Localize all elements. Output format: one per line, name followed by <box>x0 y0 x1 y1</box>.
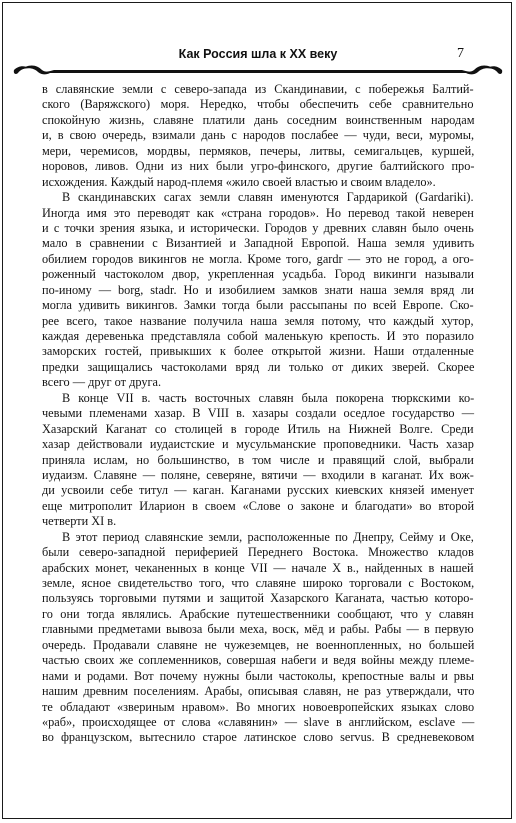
text-line: по-иному — borg, stadr. Но и изобилием замков знати наша земля вряд ли <box>42 282 475 297</box>
text-line: еще митрополит Иларион в своем «Слове о законе и благодати» во второй <box>42 498 475 513</box>
text-line: мери, черемисов, мордвы, пермяков, печеры, литвы, семигальцев, куршей, <box>42 143 475 158</box>
text-line: ди усвоили себе титул — каган. Каганами русских киевских князей именует <box>42 483 474 498</box>
body-text <box>42 82 474 746</box>
text-line: ского (Варяжского) моря. Нередко, чтобы обеспечить себе сравнительно <box>42 97 474 112</box>
text-line: земле, ясное свидетельство того, что славяне широко торговали с Востоком, <box>42 576 475 590</box>
text-line: «раб», происходящее от слова «славянин» — slave в английском, esclave — <box>42 714 475 729</box>
text-line: спокойную жизнь, славяне платили дань соседним воинственным народам <box>42 112 475 127</box>
text-line: роженный частоколом двор, укрепленная усадьба. Город викинги называли <box>42 267 474 282</box>
page-number: 7 <box>457 46 464 61</box>
text-line: всего — друг от друга. <box>42 375 162 390</box>
text-line: и с точки зрения языка, и исторически. Городов у древних славян было очень <box>42 220 474 235</box>
text-line: пользуясь торговыми путями и защитой Хазарского Каганата, частью которо- <box>42 591 474 606</box>
text-line: го они тогда являлись. Арабские путешественники сообщают, что у славян <box>42 606 474 621</box>
text-line: главными предметами вывоза были меха, воск, мёд и рабы. Рабы — в первую <box>42 622 474 637</box>
text-line: рее всего, такое название получила наша земля потому, что каждый хутор, <box>42 313 474 328</box>
text-line: Иногда имя это переводят как «страна городов». Но перевод такой неверен <box>42 205 474 220</box>
text-line: четверти XI в. <box>42 514 117 529</box>
text-line: хазар действовали иудаистские и мусульманские проповедники. Часть хазар <box>42 437 474 452</box>
text-line: В скандинавских сагах земли славян именуются Гардарикой (Gardariki). <box>62 190 474 205</box>
running-header <box>0 46 516 80</box>
text-line: нами и родами. Вот почему нужны были частоколы, крепостные валы и рвы <box>42 668 475 683</box>
text-line: В конце VII в. часть восточных славян была покорена тюркскими ко- <box>62 390 475 405</box>
text-line: были северо-западной периферией Переднего Востока. Множество кладов <box>42 545 474 560</box>
text-line: частью своих же соплеменников, совершая набеги и ведя войны между племе- <box>42 653 475 668</box>
text-line: очередь. Продавали славяне не чужеземцев, не военнопленных, но большей <box>42 637 475 652</box>
text-line: нашим древним поселениям. Арабы, описывая славян, не раз утверждали, что <box>42 684 475 699</box>
text-line: те обладают «звериным нравом». Во многих новоевропейских языках слово <box>42 699 475 714</box>
text-line: иудаизм. Славяне — поляне, северяне, вятичи — входили в каганат. Их вож- <box>42 467 474 482</box>
text-line: норовов, ливов. Одни из них были угро-финского, другие балтийского про- <box>42 159 475 174</box>
text-line: и, в свою очередь, взимали дань с народов послабее — чуди, веси, муромы, <box>42 128 475 143</box>
text-line: могла удивить викингов. Замки тогда были рассыпаны по всей Европе. Ско- <box>42 298 474 313</box>
text-line: мало в сравнении с Византией и Западной Европой. Наша земля удивить <box>42 236 475 251</box>
text-line: заморских гостей, привыкших к более открытой жизни. Наши отдаленные <box>42 344 474 359</box>
text-line: В этот период славянские земли, расположенные по Днепру, Сейму и Оке, <box>62 529 474 544</box>
text-line: в славянские земли с северо-запада из Скандинавии, с побережья Балтий- <box>42 82 474 96</box>
text-line: во французском, вытеснило старое латинское слово servus. В средневековом <box>42 730 475 745</box>
running-title: Как Россия шла к ХХ веку <box>178 47 338 61</box>
text-line: приняла ислам, но большинство, в том числе и правящий слой, выбрали <box>42 452 474 467</box>
text-line: исхождения. Каждый народ-племя «жило своей властью и своим владело». <box>42 174 436 189</box>
text-line: чевыми племенами хазар. В VIII в. хазары создали оседлое государство — <box>42 406 475 421</box>
text-line: арабских монет, чеканенных в конце VII — начале X в., найденных в нашей <box>42 560 474 575</box>
header-ornament-rule <box>0 64 516 78</box>
text-line: каждая деревенька представляла собой маленькую крепость. И это поразило <box>42 329 474 343</box>
text-line: Хазарский Каганат со столицей в городе Итиль на Нижней Волге. Среди <box>42 421 474 436</box>
text-line: обилием городов викингов не могла. Кроме того, gardr — это не город, а ого- <box>42 251 474 266</box>
text-line: предки защищались частоколами вряд ли только от диких зверей. Скорее <box>42 359 475 374</box>
